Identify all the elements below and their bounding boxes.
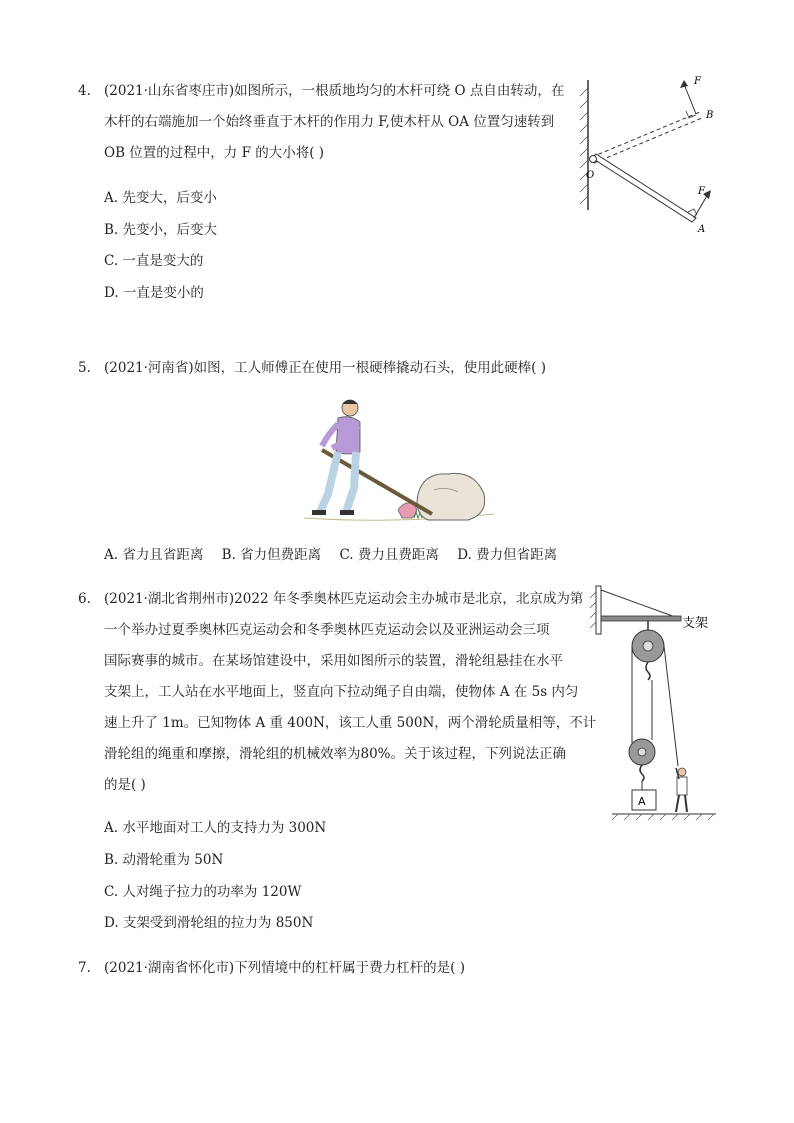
- option-c[interactable]: C. 一直是变大的: [104, 253, 204, 269]
- question-number: 4.: [78, 83, 91, 99]
- label-f-top: F: [694, 76, 701, 87]
- option-b[interactable]: B. 动滑轮重为 50N: [104, 852, 224, 868]
- label-bracket: 支架: [682, 616, 709, 631]
- label-o: O: [586, 170, 595, 181]
- lever-figure: [572, 70, 732, 240]
- question-7: [0, 953, 794, 993]
- label-f-bottom: F: [698, 186, 705, 197]
- question-stem-line: 滑轮组的绳重和摩擦，滑轮组的机械效率为80%。关于该过程，下列说法正确: [104, 746, 567, 762]
- question-number: 7.: [78, 960, 91, 976]
- pulley-figure: [590, 580, 720, 822]
- question-5: [0, 353, 794, 393]
- option-b[interactable]: B. 省力但费距离: [221, 547, 322, 563]
- label-a: A: [698, 224, 706, 235]
- option-d[interactable]: D. 一直是变小的: [104, 285, 204, 301]
- label-b: B: [706, 110, 714, 121]
- option-b[interactable]: B. 先变小，后变大: [104, 222, 218, 238]
- label-block-a: A: [638, 795, 646, 808]
- question-stem: (2021·河南省)如图，工人师傅正在使用一根硬棒撬动石头，使用此硬棒( ): [104, 360, 547, 376]
- question-number: 6.: [78, 591, 91, 607]
- question-stem-line: 木杆的右端施加一个始终垂直于木杆的作用力 F,使木杆从 OA 位置匀速转到: [104, 114, 555, 130]
- option-d[interactable]: D. 费力但省距离: [457, 547, 558, 563]
- q5-options: [104, 545, 571, 565]
- question-stem: (2021·湖南省怀化市)下列情境中的杠杆属于费力杠杆的是( ): [104, 960, 466, 976]
- question-stem-line: 一个举办过夏季奥林匹克运动会和冬季奥林匹克运动会以及亚洲运动会三项: [104, 622, 550, 638]
- option-c[interactable]: C. 人对绳子拉力的功率为 120W: [104, 884, 302, 900]
- question-stem-line: 速上升了 1m。已知物体 A 重 400N，该工人重 500N，两个滑轮质量相等，不计: [104, 715, 597, 731]
- question-stem-line: 支架上，工人站在水平地面上，竖直向下拉动绳子自由端，使物体 A 在 5s 内匀: [104, 684, 579, 700]
- question-stem-line: (2021·山东省枣庄市)如图所示，一根质地均匀的木杆可绕 O 点自由转动，在: [104, 83, 565, 99]
- question-stem-line: 国际赛事的城市。在某场馆建设中，采用如图所示的装置，滑轮组悬挂在水平: [104, 653, 563, 669]
- question-stem-line: 的是( ): [104, 777, 146, 793]
- worker-lever-illustration: [298, 396, 498, 530]
- option-c[interactable]: C. 费力且费距离: [339, 547, 439, 563]
- question-stem-line: OB 位置的过程中，力 F 的大小将( ): [104, 145, 325, 161]
- option-d[interactable]: D. 支架受到滑轮组的拉力为 850N: [104, 915, 314, 931]
- option-a[interactable]: A. 先变大，后变小: [104, 190, 217, 206]
- question-stem-line: (2021·湖北省荆州市)2022 年冬季奥林匹克运动会主办城市是北京，北京成为第: [104, 591, 584, 607]
- option-a[interactable]: A. 省力且省距离: [104, 547, 204, 563]
- option-a[interactable]: A. 水平地面对工人的支持力为 300N: [104, 820, 327, 836]
- question-number: 5.: [78, 360, 91, 376]
